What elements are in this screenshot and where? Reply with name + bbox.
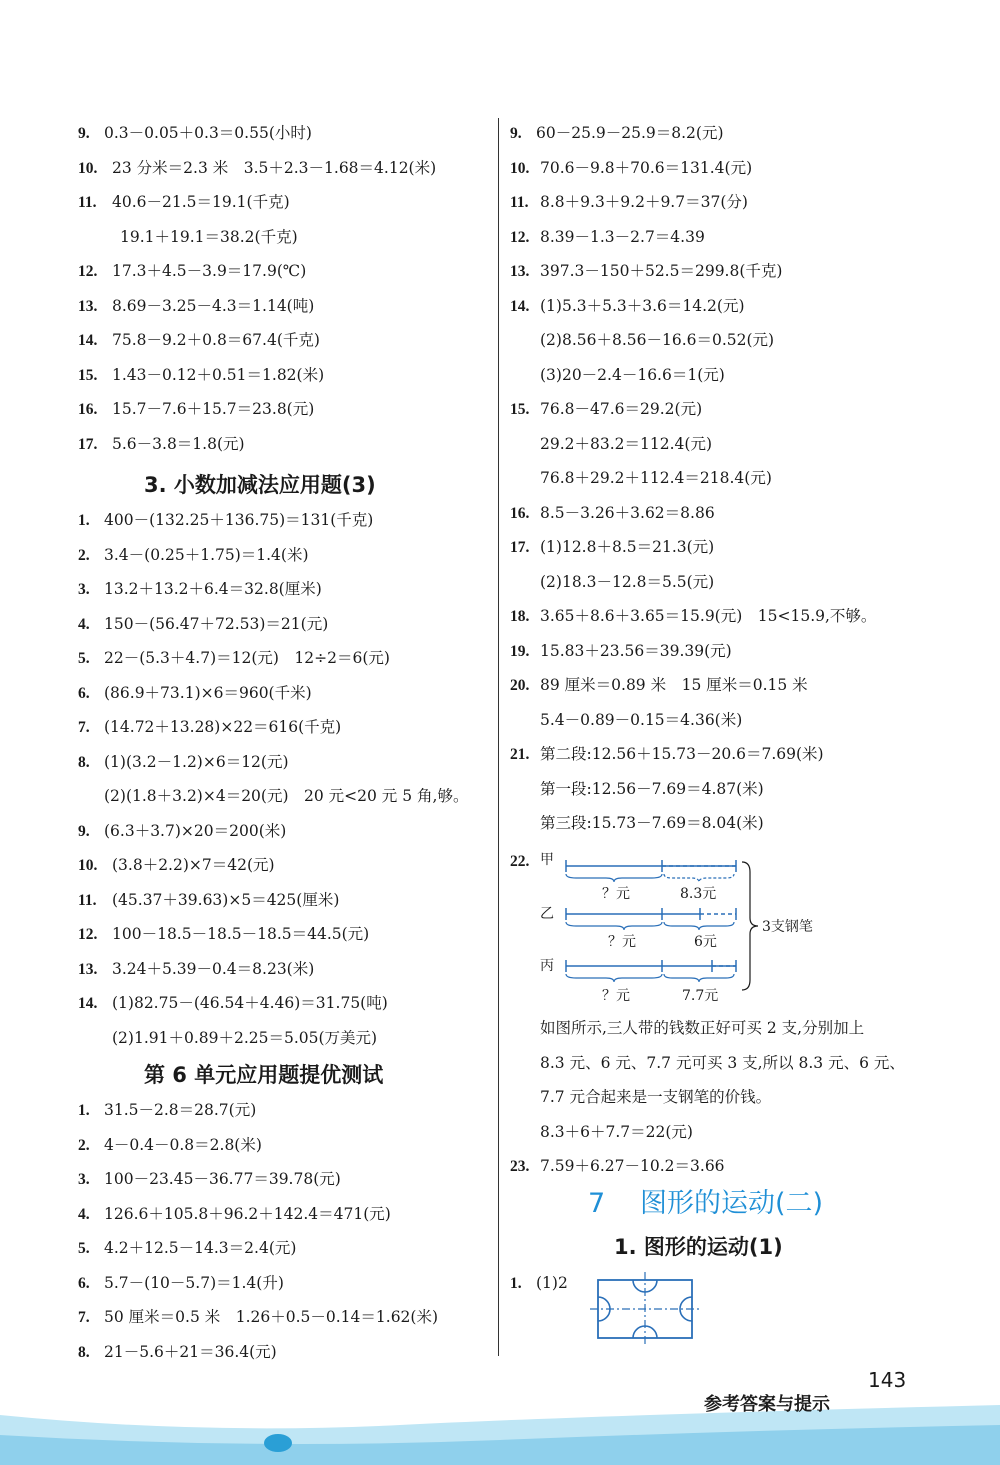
answer-line: 11. (45.37＋39.63)×5＝425(厘米) xyxy=(78,890,340,909)
section-heading: 3. 小数加减法应用题(3) xyxy=(144,473,376,497)
chapter-title: 图形的运动(二) xyxy=(640,1188,824,1219)
answer-line: 6. 5.7－(10－5.7)＝1.4(升) xyxy=(78,1273,284,1292)
brace-label: 3支钢笔 xyxy=(762,919,813,935)
answer-line: 19.1＋19.1＝38.2(千克) xyxy=(120,227,298,246)
answer-line: 12. 100－18.5－18.5－18.5＝44.5(元) xyxy=(78,925,370,943)
answer-line: 8. 21－5.6＋21＝36.4(元) xyxy=(78,1342,277,1361)
answer-line: 2. 4－0.4－0.8＝2.8(米) xyxy=(78,1135,262,1154)
answer-line: 6. (86.9＋73.1)×6＝960(千米) xyxy=(78,683,312,702)
explanation-line: 8.3 元、6 元、7.7 元可买 3 支,所以 8.3 元、6 元、 xyxy=(540,1053,905,1072)
chapter-heading xyxy=(588,1184,823,1224)
answer-line: 第一段:12.56－7.69＝4.87(米) xyxy=(540,779,764,798)
answer-line: 14. (1)5.3＋5.3＋3.6＝14.2(元) xyxy=(510,296,745,315)
answer-line: 10. (3.8＋2.2)×7＝42(元) xyxy=(78,856,275,874)
answer-line: 13. 397.3－150＋52.5＝299.8(千克) xyxy=(510,262,783,280)
page-number: 143 xyxy=(868,1368,907,1392)
answer-line: 15. 1.43－0.12＋0.51＝1.82(米) xyxy=(78,365,325,384)
answer-line: 3. 13.2＋13.2＋6.4＝32.8(厘米) xyxy=(78,580,322,598)
answer-line: 2. 3.4－(0.25＋1.75)＝1.4(米) xyxy=(78,545,309,564)
answer-line: 10. 23 分米＝2.3 米 3.5＋2.3－1.68＝4.12(米) xyxy=(78,158,437,177)
answer-line: 9. 60－25.9－25.9＝8.2(元) xyxy=(510,124,724,142)
section-heading: 1. 图形的运动(1) xyxy=(614,1235,783,1259)
answer-line: 21. 第二段:12.56＋15.73－20.6＝7.69(米) xyxy=(510,745,824,763)
explanation-line: 8.3＋6＋7.7＝22(元) xyxy=(540,1122,693,1141)
answer-line: 13. 8.69－3.25－4.3＝1.14(吨) xyxy=(78,296,315,315)
answer-line: 9. 0.3－0.05＋0.3＝0.55(小时) xyxy=(78,124,312,142)
answer-line: 12. 8.39－1.3－2.7＝4.39 xyxy=(510,227,705,246)
answer-line: 3. 100－23.45－36.77＝39.78(元) xyxy=(78,1170,341,1188)
row-bing-left-label: ？元 xyxy=(602,988,630,1004)
section-heading: 第 6 单元应用题提优测试 xyxy=(144,1063,384,1087)
answer-line: 4. 150－(56.47＋72.53)＝21(元) xyxy=(78,614,329,633)
answer-line: 14. (1)82.75－(46.54＋4.46)＝31.75(吨) xyxy=(78,994,388,1012)
footer-wave-decoration xyxy=(0,1395,1000,1465)
line-segment-diagram xyxy=(536,848,836,1010)
answer-line: (2)18.3－12.8＝5.5(元) xyxy=(540,572,715,591)
answer-line: 16. 15.7－7.6＋15.7＝23.8(元) xyxy=(78,400,315,418)
answer-line: 5. 4.2＋12.5－14.3＝2.4(元) xyxy=(78,1239,297,1257)
answer-line: 7. (14.72＋13.28)×22＝616(千克) xyxy=(78,718,342,736)
symmetry-figure xyxy=(590,1268,710,1348)
answer-line: 4. 126.6＋105.8＋96.2＋142.4＝471(元) xyxy=(78,1204,391,1223)
answer-line: 19. 15.83＋23.56＝39.39(元) xyxy=(510,641,732,660)
answer-line: 16. 8.5－3.26＋3.62＝8.86 xyxy=(510,503,715,522)
answer-line: 1. 400－(132.25＋136.75)＝131(千克) xyxy=(78,511,374,529)
row-label-bing: 丙 xyxy=(540,958,554,974)
answer-line: 7. 50 厘米＝0.5 米 1.26＋0.5－0.14＝1.62(米) xyxy=(78,1308,439,1326)
answer-line: 9. (6.3＋3.7)×20＝200(米) xyxy=(78,821,287,840)
explanation-line: 7.7 元合起来是一支钢笔的价钱。 xyxy=(540,1088,772,1106)
answer-line: 17. (1)12.8＋8.5＝21.3(元) xyxy=(510,538,715,556)
answer-line: 5.4－0.89－0.15＝4.36(米) xyxy=(540,710,743,729)
answer-line: (3)20－2.4－16.6＝1(元) xyxy=(540,365,725,384)
answer-line: (2)1.91＋0.89＋2.25＝5.05(万美元) xyxy=(112,1028,378,1047)
answer-line: 5. 22－(5.3＋4.7)＝12(元) 12÷2＝6(元) xyxy=(78,649,390,667)
row-jia-right-label: 8.3元 xyxy=(680,886,717,902)
answer-line: 20. 89 厘米＝0.89 米 15 厘米＝0.15 米 xyxy=(510,676,808,694)
answer-line: 17. 5.6－3.8＝1.8(元) xyxy=(78,434,245,453)
row-yi-right-label: 6元 xyxy=(694,934,717,950)
answer-line: 1. 31.5－2.8＝28.7(元) xyxy=(78,1101,257,1119)
row-jia-left-label: ？元 xyxy=(602,886,630,902)
row-yi-left-label: ？元 xyxy=(608,934,636,950)
answer-line: (2)8.56＋8.56－16.6＝0.52(元) xyxy=(540,331,775,349)
row-label-yi: 乙 xyxy=(540,906,554,922)
column-divider xyxy=(498,118,499,1356)
chapter-number: 7 xyxy=(588,1188,606,1219)
answer-line: 11. 40.6－21.5＝19.1(千克) xyxy=(78,193,290,211)
footer-label: 参考答案与提示 xyxy=(704,1394,830,1415)
answer-line: 29.2＋83.2＝112.4(元) xyxy=(540,434,712,453)
answer-line: 23. 7.59＋6.27－10.2＝3.66 xyxy=(510,1157,725,1175)
answer-line: 11. 8.8＋9.3＋9.2＋9.7＝37(分) xyxy=(510,193,748,211)
explanation-line: 如图所示,三人带的钱数正好可买 2 支,分别加上 xyxy=(540,1019,865,1037)
answer-line: 14. 75.8－9.2＋0.8＝67.4(千克) xyxy=(78,331,320,349)
answer-line: 10. 70.6－9.8＋70.6＝131.4(元) xyxy=(510,158,753,177)
answer-line: 18. 3.65＋8.6＋3.65＝15.9(元) 15<15.9,不够。 xyxy=(510,607,877,625)
answer-line: 第三段:15.73－7.69＝8.04(米) xyxy=(540,814,764,832)
answer-line: (2)(1.8＋3.2)×4＝20(元) 20 元<20 元 5 角,够。 xyxy=(104,787,469,805)
answer-line: 1. (1)2 xyxy=(510,1274,568,1292)
question-22-number: 22. xyxy=(510,853,530,870)
answer-line: 76.8＋29.2＋112.4＝218.4(元) xyxy=(540,469,772,487)
answer-line: 15. 76.8－47.6＝29.2(元) xyxy=(510,400,703,418)
row-bing-right-label: 7.7元 xyxy=(682,988,719,1004)
answer-line: 8. (1)(3.2－1.2)×6＝12(元) xyxy=(78,752,289,771)
answer-line: 12. 17.3＋4.5－3.9＝17.9(℃) xyxy=(78,262,307,280)
answer-line: 13. 3.24＋5.39－0.4＝8.23(米) xyxy=(78,959,315,978)
row-label-jia: 甲 xyxy=(540,852,554,868)
